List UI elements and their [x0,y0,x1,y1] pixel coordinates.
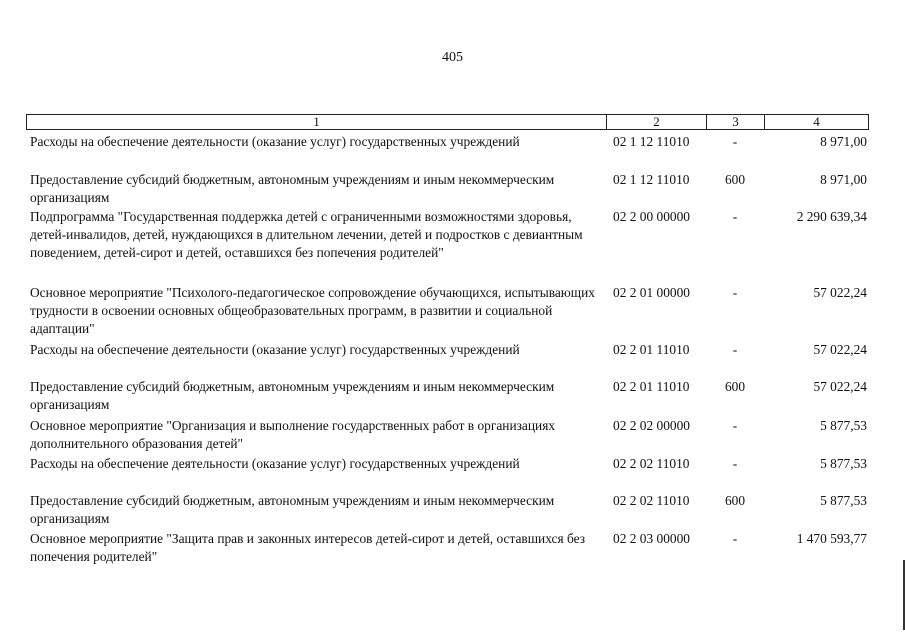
row-description: Основное мероприятие "Защита прав и законных интересов детей-сирот и детей, оставшихся без попечения родителей" [30,531,585,564]
row-type: - [732,285,738,300]
row-code: 02 1 12 11010 [613,172,690,187]
row-amount: 1 470 593,77 [796,531,867,546]
row-code: 02 2 02 11010 [613,493,690,508]
row-amount: 5 877,53 [820,418,867,433]
row-code: 02 2 02 00000 [613,418,690,433]
row-type: 600 [724,379,746,394]
row-amount: 57 022,24 [813,285,867,300]
row-description: Основное мероприятие "Психолого-педагогическое сопровождение обучающихся, испытывающих трудности в освоении основных общеобразовательных программ, в развитии и социальной адаптации" [30,285,595,336]
row-description: Подпрограмма "Государственная поддержка детей с ограниченными возможностями здоровья, детей-инвалидов, детей, нуждающихся в длительном лечении, детей и подростков с девиантным поведением, детей-сирот и детей, оставшихся без попечения родителей" [30,209,583,260]
row-code: 02 2 00 00000 [613,209,690,224]
row-amount: 57 022,24 [813,342,867,357]
row-description: Предоставление субсидий бюджетным, автономным учреждениям и иным некоммерческим организациям [30,379,555,412]
row-description: Предоставление субсидий бюджетным, автономным учреждениям и иным некоммерческим организациям [30,172,555,205]
header-col-3: 3 [707,115,765,129]
row-code: 02 2 01 00000 [613,285,690,300]
row-description: Расходы на обеспечение деятельности (оказание услуг) государственных учреждений [30,342,520,357]
row-type: - [732,209,738,224]
row-type: - [732,456,738,471]
row-type: - [732,418,738,433]
row-type: - [732,342,738,357]
page-number: 405 [442,50,463,65]
row-amount: 57 022,24 [813,379,867,394]
row-description: Расходы на обеспечение деятельности (оказание услуг) государственных учреждений [30,134,520,149]
row-code: 02 2 03 00000 [613,531,690,546]
row-description: Расходы на обеспечение деятельности (оказание услуг) государственных учреждений [30,456,520,471]
row-type: 600 [724,172,746,187]
row-amount: 5 877,53 [820,493,867,508]
row-amount: 8 971,00 [820,134,867,149]
header-col-2: 2 [607,115,707,129]
row-amount: 5 877,53 [820,456,867,471]
row-amount: 2 290 639,34 [796,209,867,224]
row-code: 02 1 12 11010 [613,134,690,149]
header-col-1: 1 [27,115,607,129]
row-description: Предоставление субсидий бюджетным, автономным учреждениям и иным некоммерческим организациям [30,493,555,526]
row-code: 02 2 01 11010 [613,342,690,357]
row-type: - [732,134,738,149]
row-description: Основное мероприятие "Организация и выполнение государственных работ в организациях дополнительного образования детей" [30,418,556,451]
row-type: 600 [724,493,746,508]
row-amount: 8 971,00 [820,172,867,187]
row-type: - [732,531,738,546]
table-header [26,114,869,130]
row-code: 02 2 02 11010 [613,456,690,471]
header-col-4: 4 [813,114,820,129]
row-code: 02 2 01 11010 [613,379,690,394]
